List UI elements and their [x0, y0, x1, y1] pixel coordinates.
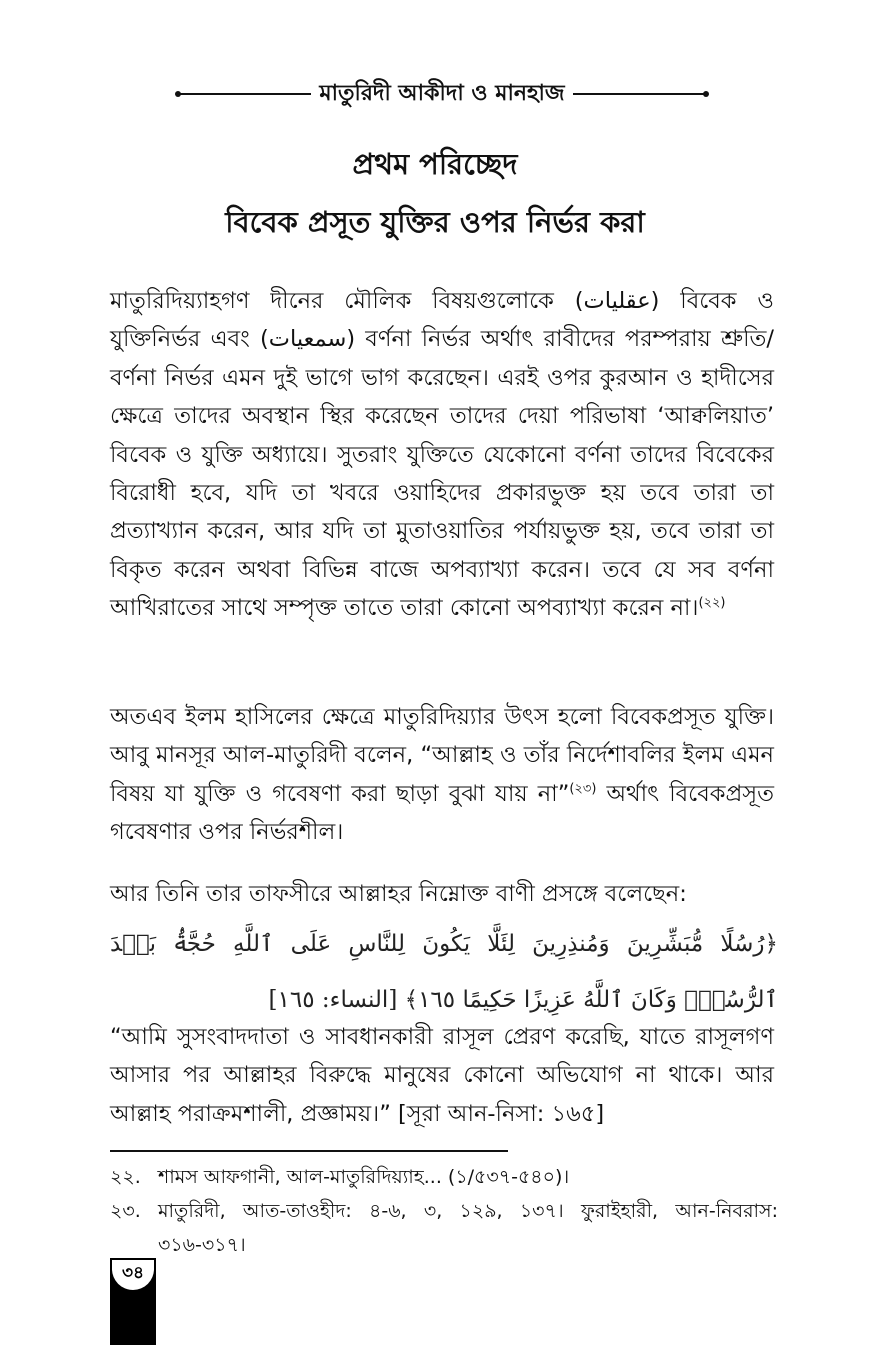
running-title: মাতুরিদী আকীদা ও মানহাজ	[319, 80, 565, 106]
footnote-23	[110, 1194, 778, 1262]
footnote-22	[110, 1160, 778, 1194]
header-rule-left	[178, 93, 311, 95]
footnote-ref-22[interactable]: (২২)	[698, 595, 726, 611]
header-rule-right	[573, 93, 706, 95]
footnote-divider	[110, 1150, 508, 1152]
footnote-number: ২২.	[110, 1166, 141, 1188]
footnote-ref-23[interactable]: (২৩)	[569, 781, 597, 797]
paragraph-2-text-before: অতএব ইলম হাসিলের ক্ষেত্রে মাতুরিদিয়্যার উৎস হলো বিবেকপ্রসূত যুক্তি। আবু মানসূর আল-মাতুরিদী বলেন, “আল্লাহ ও তাঁর নির্দেশাবলির ইলম এমন বিষয় যা যুক্তি ও গবেষণা করা ছাড়া বুঝা যায় না”	[110, 704, 774, 807]
paragraph-2	[110, 698, 774, 852]
footnote-text: মাতুরিদী, আত-তাওহীদ: ৪-৬, ৩, ১২৯, ১৩৭। ফুরাইহারী, আন-নিবরাস: ৩১৬-৩১৭।	[158, 1200, 778, 1256]
paragraph-1-text: মাতুরিদিয়্যাহগণ দীনের মৌলিক বিষয়গুলোকে (عقليات) বিবেক ও যুক্তিনির্ভর এবং (سمعيات) বর্ণনা নির্ভর অর্থাৎ রাবীদের পরম্পরায় শ্রুতি/ বর্ণনা নির্ভর এমন দুই ভাগে ভাগ করেছেন। এরই ওপর কুরআন ও হাদীসের ক্ষেত্রে তাদের অবস্থান স্থির করেছেন তাদের দেয়া পরিভাষা ‘আক্বলিয়াত’ বিবেক ও যুক্তি অধ্যায়ে। সুতরাং যুক্তিতে যেকোনো বর্ণনা তাদের বিবেকের বিরোধী হবে, যদি তা খবরে ওয়াহিদের প্রকারভুক্ত হয় তবে তারা তা প্রত্যাখ্যান করেন, আর যদি তা মুতাওয়াতির পর্যায়ভুক্ত হয়, তবে তারা তা বিকৃত করেন অথবা বিভিন্ন বাজে অপব্যাখ্যা করেন। তবে যে সব বর্ণনা আখিরাতের সাথে সম্পৃক্ত তাতে তারা কোনো অপব্যাখ্যা করেন না।	[110, 288, 774, 622]
page-number: ৩৪	[112, 1260, 154, 1290]
paragraph-1	[110, 282, 774, 628]
chapter-title: প্রথম পরিচ্ছেদ	[352, 147, 518, 181]
paragraph-2-text-after: অর্থাৎ বিবেকপ্রসূত গবেষণার ওপর নির্ভরশীল।	[110, 780, 775, 846]
quran-verse-translation: “আমি সুসংবাদদাতা ও সাবধানকারী রাসূল প্রেরণ করেছি, যাতে রাসূলগণ আসার পর আল্লাহর বিরুদ্ধে মানুষের কোনো অভিযোগ না থাকে। আর আল্লাহ পরাক্রমশালী, প্রজ্ঞাময়।” [সূরা আন-নিসা: ১৬৫]	[110, 1024, 774, 1127]
quran-verse-arabic: ﴿رُسُلًا مُّبَشِّرِينَ وَمُنذِرِينَ لِئَلَّا يَكُونَ لِلنَّاسِ عَلَى ٱللَّهِ حُجَّةُۢ بَعۡدَ ٱلرُّسُلِۚ وَكَانَ ٱللَّهُ عَزِيزًا حَكِيمًا ١٦٥﴾ [النساء: ١٦٥]	[110, 931, 778, 1013]
footnote-text: শামস আফগানী, আল-মাতুরিদিয়্যাহ... (১/৫৩৭-৫৪০)।	[158, 1166, 570, 1188]
paragraph-3: আর তিনি তার তাফসীরে আল্লাহর নিম্নোক্ত বাণী প্রসঙ্গে বলেছেন:	[110, 881, 687, 907]
running-header	[178, 76, 706, 112]
footnote-number: ২৩.	[110, 1200, 141, 1222]
footnotes	[110, 1160, 778, 1262]
section-title: বিবেক প্রসূত যুক্তির ওপর নির্ভর করা	[225, 205, 645, 239]
